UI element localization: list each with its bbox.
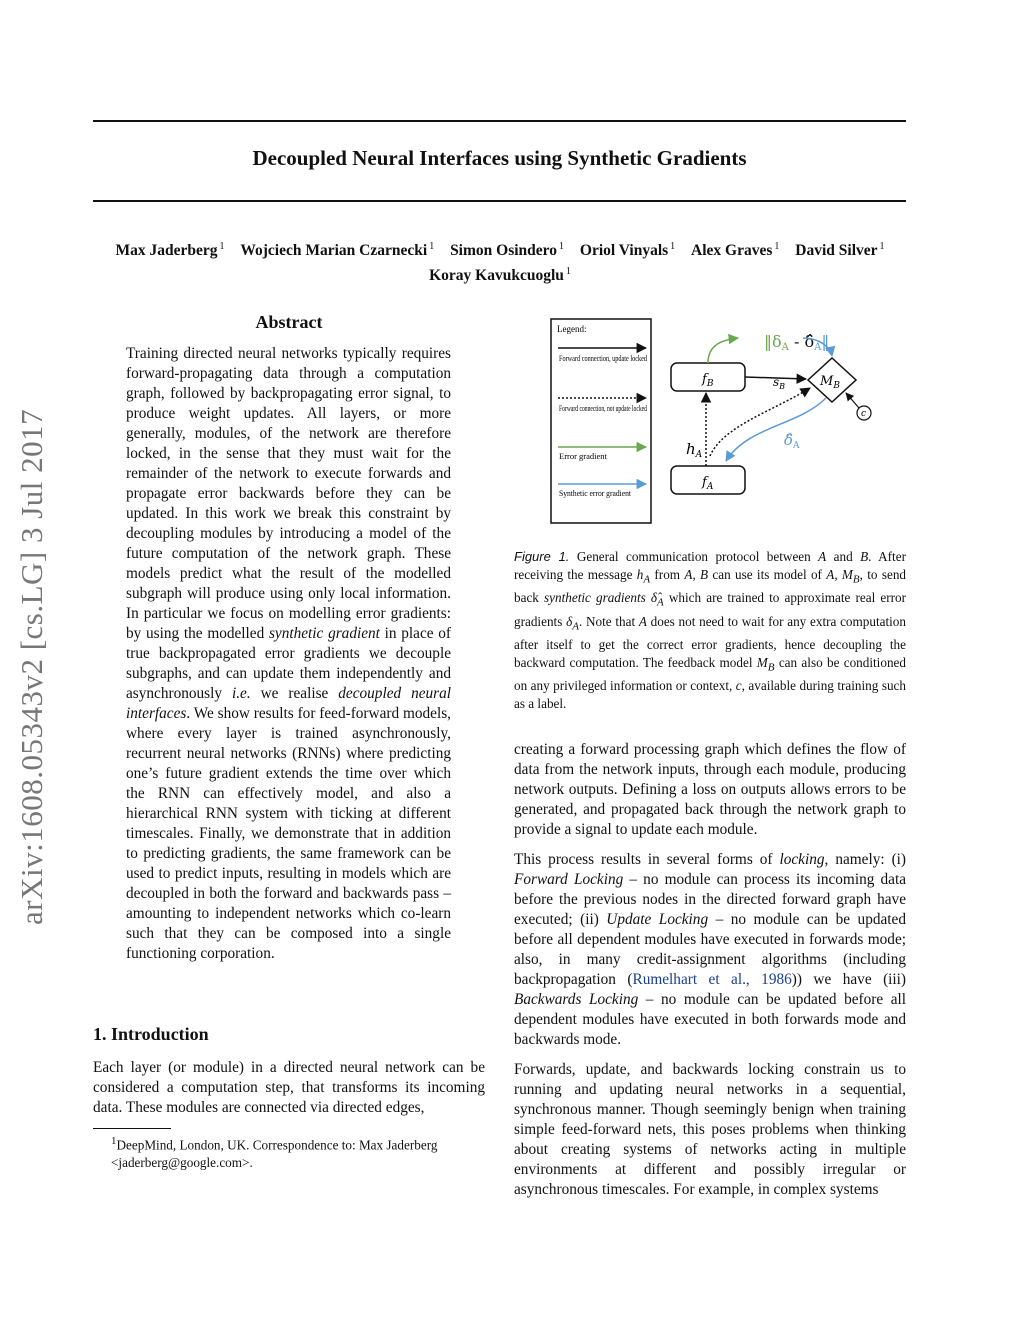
figure-1-caption: Figure 1. General communication protocol between A and B. After receiving the message $h_A$ from A, B can use its model of A, $M_B$, to send back synthetic gradients $\deltâ_A$ which are trained to approximate real error gradients $\delta_A$. Note that A does not need to wait for any extra computation after itself to get the correct error gradients, hence decoupling the backward computation. The feedback model $M_B$ can also be conditioned on any privileged information or context, c, available during training such as a label. — [514, 549, 907, 712]
footnote: $^1$DeepMind, London, UK. Correspondence to: Max Jaderberg <jaderberg@google.com>. — [111, 1135, 438, 1171]
node-fB-label: $f_B$ — [702, 372, 714, 389]
abstract-body: Training directed neural networks typically requires forward-propagating data through a computation graph, followed by backpropagating error signal, to produce weight updates. All layers, or more generally, modules, of the network are therefore locked, in the sense that they must wait for the remainder of the network to execute forwards and propagate error backwards before they can be updated. In this work we break this constraint by decoupling modules by introducing a model of the future computation of the network graph. These models predict what the result of the modelled subgraph will produce using only local information. In particular we focus on modelling error gradients: by using the modelled synthetic gradient in place of true backpropagated error gradients we decouple subgraphs, and can update them independently and asynchronously i.e. we realise decoupled neural interfaces. We show results for feed-forward models, where every layer is trained asynchronously, recurrent neural networks (RNNs) where predicting one’s future gradient extends the time over which the RNN can effectively model, and also a hierarchical RNN system with ticking at different timescales. Finally, we demonstrate that in addition to predicting gradients, the same framework can be used to predict inputs, resulting in models which are decoupled in both the forward and backwards pass – amounting to independent networks which co-learn such that they can be composed into a single functioning corporation. — [126, 345, 452, 962]
title-rule — [93, 200, 906, 202]
footnote-rule — [93, 1128, 171, 1129]
citation-link[interactable]: Rumelhart et al., 1986 — [632, 971, 792, 988]
node-c-label: c — [861, 409, 867, 419]
intro-paragraph: Each layer (or module) in a directed neural network can be considered a computation step, that transforms its incoming data. These modules are connected via directed edges, — [93, 1059, 485, 1116]
legend-title: Legend: — [557, 324, 587, 334]
paragraph: This process results in several forms of locking, namely: (i) Forward Locking – no module can process its incoming data before the previous nodes in the directed forward graph have executed; (ii) Update Locking – no module can be updated before all dependent modules have executed in forwards mode; also, in many credit-assignment algorithms (including backpropagation (Rumelhart et al., 1986)) we have (iii) Backwards Locking – no module can be updated before all dependent modules have executed in both forwards mode and backwards mode. — [514, 851, 907, 1048]
arxiv-stamp: arXiv:1608.05343v2 [cs.LG] 3 Jul 2017 — [14, 408, 49, 925]
label-hA: $h_A$ — [686, 440, 703, 460]
arrow-error-gradient — [708, 338, 738, 363]
author-list — [80, 236, 920, 286]
author: Max Jaderberg $^1$ — [115, 241, 225, 260]
paragraph: Forwards, update, and backwards locking constrain us to running and updating neural networks in a sequential, synchronous manner. Though seemingly benign when training simple feed-forward nets, this poses problems when thinking about creating systems of networks acting in multiple environments at different and possibly irregular or asynchronous timescales. For example, in complex systems — [514, 1061, 906, 1198]
author: Oriol Vinyals $^1$ — [579, 241, 676, 260]
label-delta-hat: $\deltâ_A$ — [784, 431, 800, 451]
author: David Silver $^1$ — [795, 241, 885, 260]
author: Simon Osindero $^1$ — [450, 241, 565, 260]
abstract-heading: Abstract — [255, 312, 323, 332]
paper-title: Decoupled Neural Interfaces using Synthetic Gradients — [252, 146, 747, 170]
arrow-synthetic-gradient — [726, 398, 826, 461]
node-fA-label: $f_A$ — [702, 475, 714, 492]
arrow-c-to-MB — [846, 393, 859, 408]
legend-item: Forward connection, update locked — [559, 353, 648, 363]
legend-item: Error gradient — [559, 451, 607, 461]
top-rule — [93, 120, 906, 122]
loss-label: ‖δA - δ̂A‖ — [764, 332, 830, 353]
author: Alex Graves $^1$ — [691, 241, 780, 260]
paragraph: creating a forward processing graph which defines the flow of data from the network inputs, through each module, producing network outputs. Defining a loss on outputs allows errors to be generated, and propagated back through the network graph to provide a signal to update each module. — [514, 741, 906, 838]
author: Koray Kavukcuoglu $^1$ — [429, 266, 571, 285]
label-sB: $s_B$ — [773, 375, 786, 391]
figure-1-diagram — [548, 316, 918, 531]
author: Wojciech Marian Czarnecki $^1$ — [240, 241, 435, 260]
legend-item: Synthetic error gradient — [559, 488, 632, 498]
node-MB-label: $M_B$ — [820, 374, 840, 391]
right-column-body — [514, 740, 906, 1210]
legend-item: Forward connection, not update locked — [559, 403, 648, 413]
section-heading-introduction: 1. Introduction — [93, 1024, 209, 1044]
